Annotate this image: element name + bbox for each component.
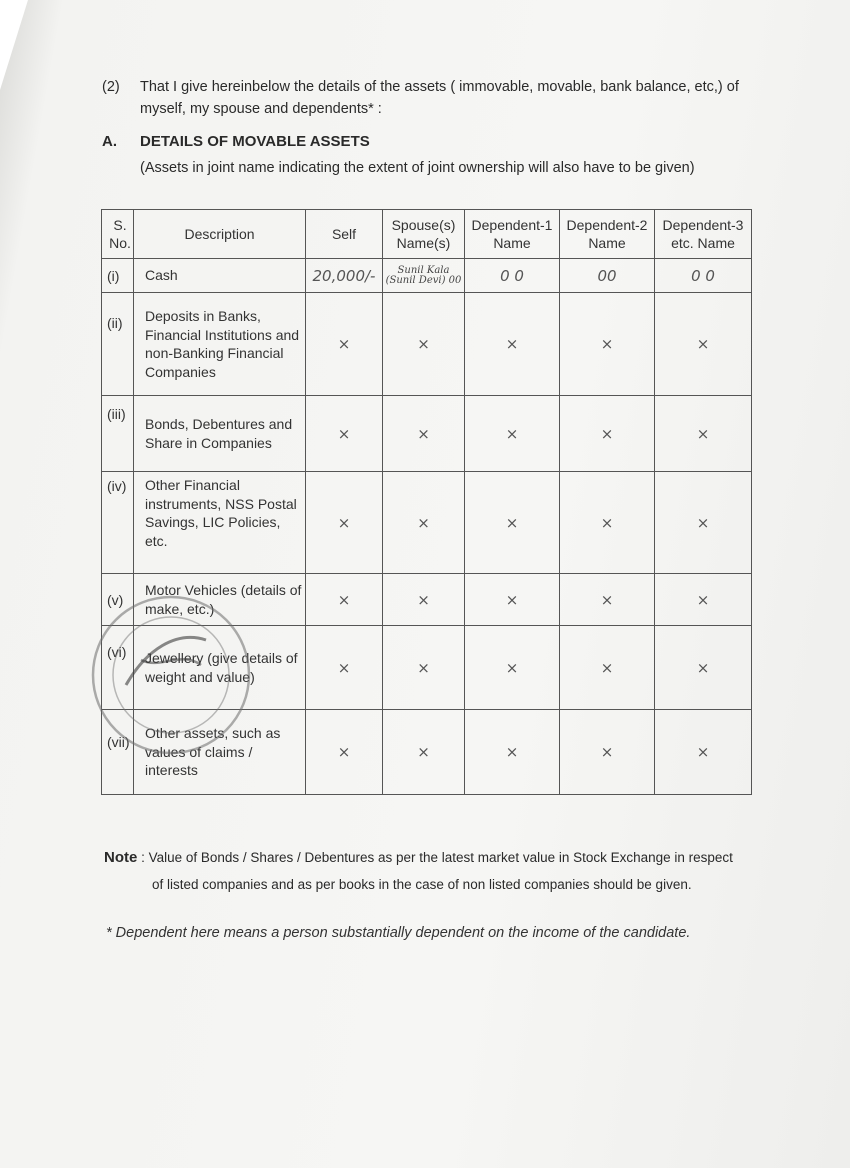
cell-dependent-1: × bbox=[465, 396, 560, 472]
row-description: Cash bbox=[134, 259, 306, 293]
cell-dependent-2: × bbox=[560, 396, 655, 472]
cell-self: × bbox=[306, 626, 383, 710]
cell-self: × bbox=[306, 293, 383, 396]
cell-dependent-1: × bbox=[465, 293, 560, 396]
cell-spouse: × bbox=[383, 472, 465, 574]
row-sno: (i) bbox=[102, 259, 134, 293]
section-title: DETAILS OF MOVABLE ASSETS bbox=[140, 133, 370, 150]
cell-self: × bbox=[306, 574, 383, 626]
row-sno: (v) bbox=[102, 574, 134, 626]
header-dependent-3: Dependent-3 etc. Name bbox=[655, 210, 752, 259]
row-description: Motor Vehicles (details of make, etc.) bbox=[134, 574, 306, 626]
row-sno: (ii) bbox=[102, 293, 134, 396]
table-row bbox=[102, 472, 752, 574]
row-description: Other Financial instruments, NSS Postal Savings, LIC Policies, etc. bbox=[134, 472, 306, 574]
cell-dependent-3: × bbox=[655, 293, 752, 396]
row-description: Deposits in Banks, Financial Institutions and non-Banking Financial Companies bbox=[134, 293, 306, 396]
cell-spouse: × bbox=[383, 626, 465, 710]
cell-spouse: × bbox=[383, 710, 465, 795]
cell-spouse: Sunil Kala (Sunil Devi) 00 bbox=[383, 259, 465, 293]
cell-dependent-3: × bbox=[655, 710, 752, 795]
header-dependent-1: Dependent-1 Name bbox=[465, 210, 560, 259]
note-label: Note bbox=[104, 849, 138, 866]
cell-dependent-3: × bbox=[655, 574, 752, 626]
row-sno: (iv) bbox=[102, 472, 134, 574]
cell-dependent-3: 0 0 bbox=[655, 259, 752, 293]
cell-dependent-1: × bbox=[465, 472, 560, 574]
row-sno: (vii) bbox=[102, 710, 134, 795]
row-sno: (iii) bbox=[102, 396, 134, 472]
cell-dependent-3: × bbox=[655, 396, 752, 472]
section-subnote: (Assets in joint name indicating the extent of joint ownership will also have to be given) bbox=[140, 160, 695, 176]
cell-dependent-3: × bbox=[655, 472, 752, 574]
cell-self: × bbox=[306, 396, 383, 472]
cell-dependent-2: × bbox=[560, 710, 655, 795]
cell-dependent-1: × bbox=[465, 574, 560, 626]
header-sno: S. No. bbox=[102, 210, 134, 259]
header-description: Description bbox=[134, 210, 306, 259]
table-header-row bbox=[102, 210, 752, 259]
cell-dependent-2: × bbox=[560, 293, 655, 396]
cell-dependent-2: × bbox=[560, 574, 655, 626]
section-letter: A. bbox=[102, 133, 117, 150]
cell-self: × bbox=[306, 710, 383, 795]
cell-dependent-3: × bbox=[655, 626, 752, 710]
row-description: Jewellery (give details of weight and value) bbox=[134, 626, 306, 710]
intro-number: (2) bbox=[102, 79, 120, 95]
header-spouse: Spouse(s) Name(s) bbox=[383, 210, 465, 259]
cell-dependent-1: 0 0 bbox=[465, 259, 560, 293]
row-description: Other assets, such as values of claims / interests bbox=[134, 710, 306, 795]
header-self: Self bbox=[306, 210, 383, 259]
row-sno: (vi) bbox=[102, 626, 134, 710]
cell-dependent-1: × bbox=[465, 710, 560, 795]
notary-seal bbox=[86, 590, 256, 760]
cell-self: × bbox=[306, 472, 383, 574]
intro-text: That I give hereinbelow the details of the assets ( immovable, movable, bank balance, etc,) of myself, my spouse and dependents* : bbox=[140, 79, 739, 117]
cell-dependent-1: × bbox=[465, 626, 560, 710]
torn-corner bbox=[0, 0, 28, 90]
table-row bbox=[102, 259, 752, 293]
note-line-1: : Value of Bonds / Shares / Debentures as per the latest market value in Stock Exchange in respect bbox=[141, 850, 733, 865]
header-dependent-2: Dependent-2 Name bbox=[560, 210, 655, 259]
cell-dependent-2: × bbox=[560, 626, 655, 710]
table-row bbox=[102, 396, 752, 472]
table-row bbox=[102, 293, 752, 396]
row-description: Bonds, Debentures and Share in Companies bbox=[134, 396, 306, 472]
cell-dependent-2: × bbox=[560, 472, 655, 574]
cell-dependent-2: 00 bbox=[560, 259, 655, 293]
dependent-footnote: * Dependent here means a person substantially dependent on the income of the candidate. bbox=[106, 925, 691, 941]
cell-spouse: × bbox=[383, 396, 465, 472]
note-line-2: of listed companies and as per books in the case of non listed companies should be given. bbox=[152, 877, 692, 892]
cell-spouse: × bbox=[383, 574, 465, 626]
cell-self: 20,000/- bbox=[306, 259, 383, 293]
cell-spouse: × bbox=[383, 293, 465, 396]
note-paragraph bbox=[104, 844, 764, 898]
